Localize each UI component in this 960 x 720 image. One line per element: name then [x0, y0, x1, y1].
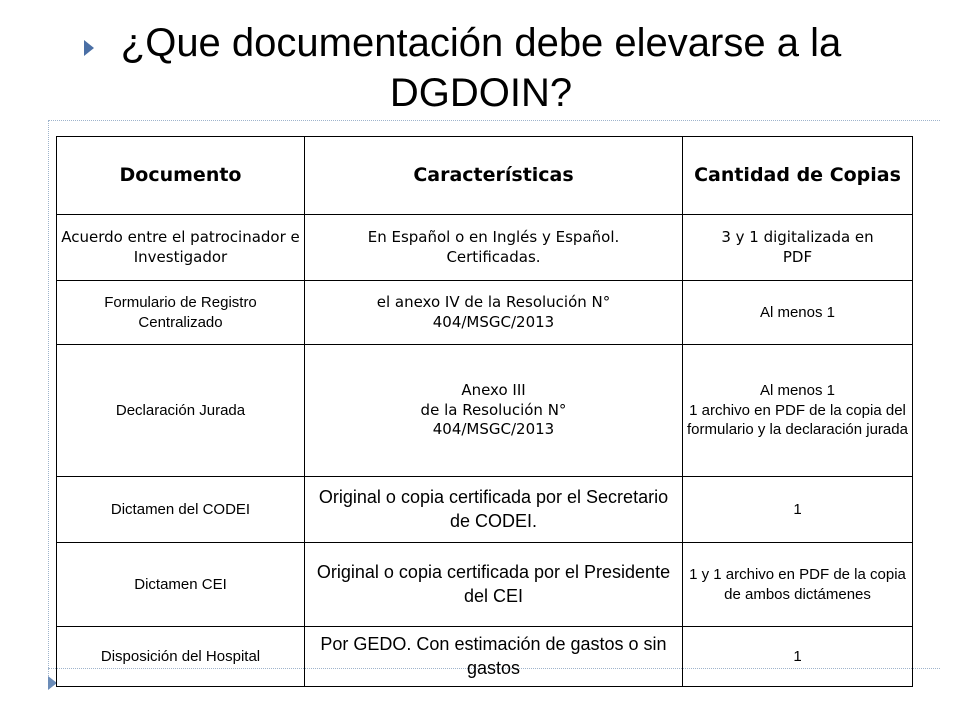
table-row	[57, 215, 913, 281]
header-cantidad: Cantidad de Copias	[683, 137, 913, 215]
cell-caracteristicas	[305, 281, 683, 345]
documents-table	[56, 136, 913, 687]
cell-line: 1 archivo en PDF de la copia del formulario y la declaración jurada	[687, 401, 908, 439]
cell-documento: Acuerdo entre el patrocinador e Investigador	[57, 215, 305, 281]
cell-documento: Declaración Jurada	[57, 345, 305, 477]
cell-line: Al menos 1	[759, 382, 836, 400]
bullet-arrow-icon	[84, 40, 94, 56]
table-row	[57, 477, 913, 543]
cell-documento: Dictamen CEI	[57, 543, 305, 627]
cell-cantidad: 1 y 1 archivo en PDF de la copia de ambos dictámenes	[683, 543, 913, 627]
cell-line: 404/MSGC/2013	[432, 312, 555, 331]
table-row	[57, 543, 913, 627]
cell-documento: Dictamen del CODEI	[57, 477, 305, 543]
header-documento: Documento	[57, 137, 305, 215]
cell-cantidad	[683, 215, 913, 281]
cell-caracteristicas	[305, 215, 683, 281]
cell-line: Certificadas.	[446, 247, 541, 266]
table-header-row	[57, 137, 913, 215]
cell-cantidad: 1	[683, 627, 913, 687]
slide-title: ¿Que documentación debe elevarse a la DGDOIN?	[120, 21, 842, 115]
divider-top	[48, 120, 940, 121]
cell-caracteristicas: Original o copia certificada por el Secretario de CODEI.	[305, 477, 683, 543]
cell-cantidad	[683, 281, 913, 345]
cell-caracteristicas: Original o copia certificada por el Presidente del CEI	[305, 543, 683, 627]
cell-line: En Español o en Inglés y Español.	[367, 228, 620, 246]
cell-line: 404/MSGC/2013	[432, 420, 555, 439]
cell-line: el anexo IV de la Resolución N°	[376, 293, 611, 311]
header-caracteristicas: Características	[305, 137, 683, 215]
cell-line: PDF	[782, 247, 813, 266]
table-row	[57, 281, 913, 345]
cell-cantidad	[683, 345, 913, 477]
table-row	[57, 627, 913, 687]
cell-line: Al menos 1	[759, 303, 836, 321]
cell-caracteristicas	[305, 345, 683, 477]
cell-cantidad: 1	[683, 477, 913, 543]
cell-caracteristicas: Por GEDO. Con estimación de gastos o sin gastos	[305, 627, 683, 687]
divider-left	[48, 120, 49, 680]
cell-documento: Formulario de Registro Centralizado	[57, 281, 305, 345]
cell-line: Anexo III	[461, 381, 526, 400]
cell-line: de la Resolución N°	[420, 400, 567, 419]
cell-line: 3 y 1 digitalizada en	[721, 228, 874, 246]
table-row	[57, 345, 913, 477]
cell-documento: Disposición del Hospital	[57, 627, 305, 687]
